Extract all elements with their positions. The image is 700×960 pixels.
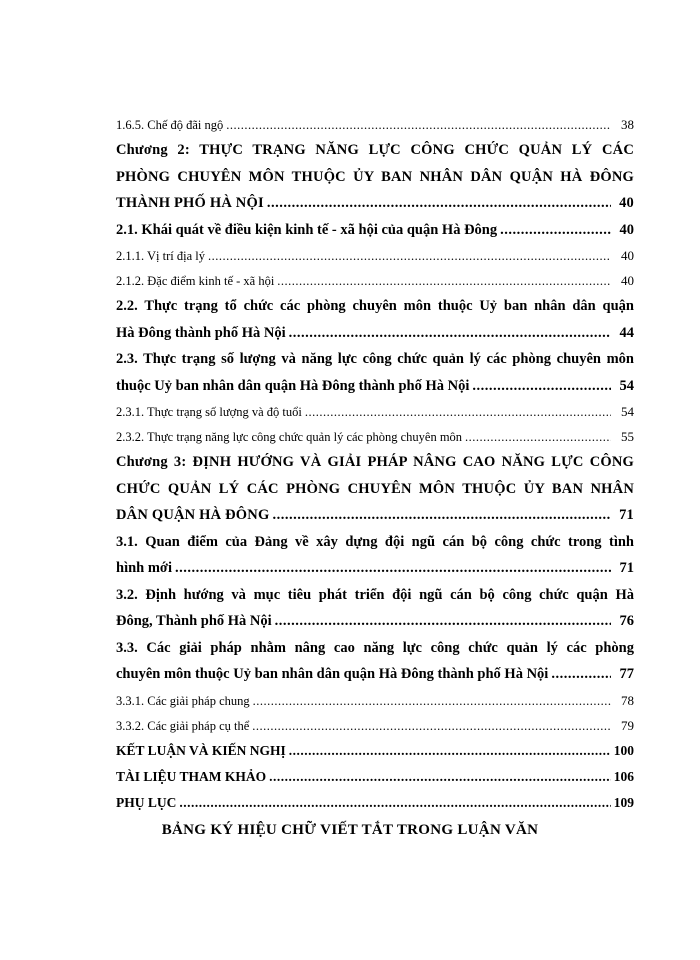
toc-entry-chapter-3[interactable] <box>116 449 634 529</box>
toc-entry-title-line: Đông, Thành phố Hà Nội <box>116 613 272 629</box>
toc-entry-title-line: 3.1. Quan điểm của Đảng về xây dựng đội ngũ cán bộ công chức trong tình <box>116 533 634 550</box>
toc-entry-title: 1.6.5. Chế độ đãi ngộ <box>116 118 224 132</box>
dot-leader <box>472 373 611 400</box>
toc-entry-title: PHỤ LỤC <box>116 794 177 810</box>
toc-page-number: 79 <box>621 717 634 733</box>
toc-entry-2-1-2[interactable] <box>116 268 634 293</box>
dot-leader <box>226 113 611 138</box>
toc-entry-title: 2.1.1. Vị trí địa lý <box>116 249 206 263</box>
dot-leader <box>305 400 611 425</box>
dot-leader <box>267 190 611 217</box>
toc-entry-title-line: Chương 3: ĐỊNH HƯỚNG VÀ GIẢI PHÁP NÂNG CAO NĂNG LỰC CÔNG <box>116 454 634 470</box>
toc-page-number: 40 <box>619 195 634 211</box>
dot-leader <box>275 608 611 635</box>
dot-leader <box>551 661 611 688</box>
dot-leader <box>277 269 611 294</box>
toc-page-number: 109 <box>613 794 634 810</box>
dot-leader <box>289 320 611 347</box>
toc-page-number: 54 <box>621 404 634 419</box>
toc-entry-3-3-2[interactable] <box>116 713 634 738</box>
toc-page-number: 71 <box>619 560 634 576</box>
toc-entry-3-3-1[interactable] <box>116 688 634 713</box>
dot-leader <box>252 714 611 739</box>
dot-leader <box>465 425 611 450</box>
toc-entry-title-line: thuộc Uỷ ban nhân dân quận Hà Đông thành phố Hà Nội <box>116 377 470 394</box>
toc-entry-title: 2.1. Khái quát về điều kiện kinh tế - xã hội của quận Hà Đông <box>116 221 498 238</box>
toc-entry-2-3-2[interactable] <box>116 424 634 449</box>
toc-entry-title: KẾT LUẬN VÀ KIẾN NGHỊ <box>116 742 286 758</box>
toc-entry-2-1-1[interactable] <box>116 243 634 268</box>
toc-entry-1-6-5[interactable] <box>116 112 634 137</box>
toc-page-number: 76 <box>619 613 634 629</box>
toc-entry-title-line: hình mới <box>116 560 172 576</box>
toc-page-number: 71 <box>619 507 634 523</box>
toc-page-number: 40 <box>621 273 634 288</box>
toc-entry-title-line: 2.2. Thực trạng tổ chức các phòng chuyên môn thuộc Uỷ ban nhân dân quận <box>116 298 634 314</box>
toc-entry-3-3[interactable] <box>116 635 634 688</box>
toc-entry-title-line: PHÒNG CHUYÊN MÔN THUỘC ỦY BAN NHÂN DÂN QUẬN HÀ ĐÔNG <box>116 168 634 185</box>
dot-leader <box>500 217 611 244</box>
abbreviations-heading: BẢNG KÝ HIỆU CHỮ VIẾT TẮT TRONG LUẬN VĂN <box>161 822 539 838</box>
toc-entry-3-2[interactable] <box>116 582 634 635</box>
toc-entry-title-line: 2.3. Thực trạng số lượng và năng lực công chức quản lý các phòng chuyên môn <box>116 351 634 367</box>
table-of-contents <box>116 112 634 816</box>
toc-entry-title: 2.1.2. Đặc điểm kinh tế - xã hội <box>116 274 275 288</box>
toc-page-number: 100 <box>613 742 634 758</box>
toc-page-number: 55 <box>621 429 634 444</box>
toc-entry-2-3[interactable] <box>116 346 634 399</box>
toc-entry-title: 3.3.1. Các giải pháp chung <box>116 693 250 708</box>
toc-entry-title-line: 3.2. Định hướng và mục tiêu phát triển đội ngũ cán bộ công chức quận Hà <box>116 586 634 603</box>
toc-entry-title-line: Chương 2: THỰC TRẠNG NĂNG LỰC CÔNG CHỨC QUẢN LÝ CÁC <box>116 142 634 158</box>
toc-entry-chapter-2[interactable] <box>116 137 634 217</box>
toc-entry-2-3-1[interactable] <box>116 399 634 424</box>
dot-leader <box>253 689 611 714</box>
toc-entry-title: 2.3.1. Thực trạng số lượng và độ tuổi <box>116 405 302 419</box>
toc-entry-title-line: Hà Đông thành phố Hà Nội <box>116 324 286 341</box>
toc-page-number: 78 <box>621 692 634 708</box>
toc-entry-title-line: DÂN QUẬN HÀ ĐÔNG <box>116 507 270 523</box>
toc-entry-title-line: THÀNH PHỐ HÀ NỘI <box>116 195 264 211</box>
toc-page-number: 44 <box>619 324 634 341</box>
toc-entry-title: 2.3.2. Thực trạng năng lực công chức quản lý các phòng chuyên môn <box>116 430 463 444</box>
toc-entry-title: TÀI LIỆU THAM KHẢO <box>116 768 267 784</box>
toc-entry-references[interactable] <box>116 764 634 790</box>
toc-entry-appendix[interactable] <box>116 790 634 816</box>
toc-page-number: 106 <box>613 768 634 784</box>
toc-page-number: 40 <box>619 221 634 238</box>
dot-leader <box>269 764 611 790</box>
toc-page-number: 77 <box>619 666 634 682</box>
toc-entry-title-line: CHỨC QUẢN LÝ CÁC PHÒNG CHUYÊN MÔN THUỘC ỦY BAN NHÂN <box>116 480 634 497</box>
dot-leader <box>272 502 611 529</box>
toc-entry-3-1[interactable] <box>116 529 634 582</box>
toc-page-number: 54 <box>619 377 634 394</box>
toc-entry-title: 3.3.2. Các giải pháp cụ thể <box>116 718 250 733</box>
dot-leader <box>175 555 611 582</box>
dot-leader <box>289 738 611 764</box>
toc-entry-2-2[interactable] <box>116 293 634 346</box>
toc-entry-title-line: 3.3. Các giải pháp nhằm nâng cao năng lực công chức quản lý các phòng <box>116 639 634 656</box>
toc-entry-title-line: chuyên môn thuộc Uỷ ban nhân dân quận Hà Đông thành phố Hà Nội <box>116 666 549 682</box>
toc-entry-conclusion[interactable] <box>116 738 634 764</box>
toc-page-number: 40 <box>621 248 634 263</box>
toc-page-number: 38 <box>621 117 634 132</box>
dot-leader <box>179 790 610 816</box>
toc-entry-2-1[interactable] <box>116 217 634 244</box>
dot-leader <box>208 244 611 269</box>
